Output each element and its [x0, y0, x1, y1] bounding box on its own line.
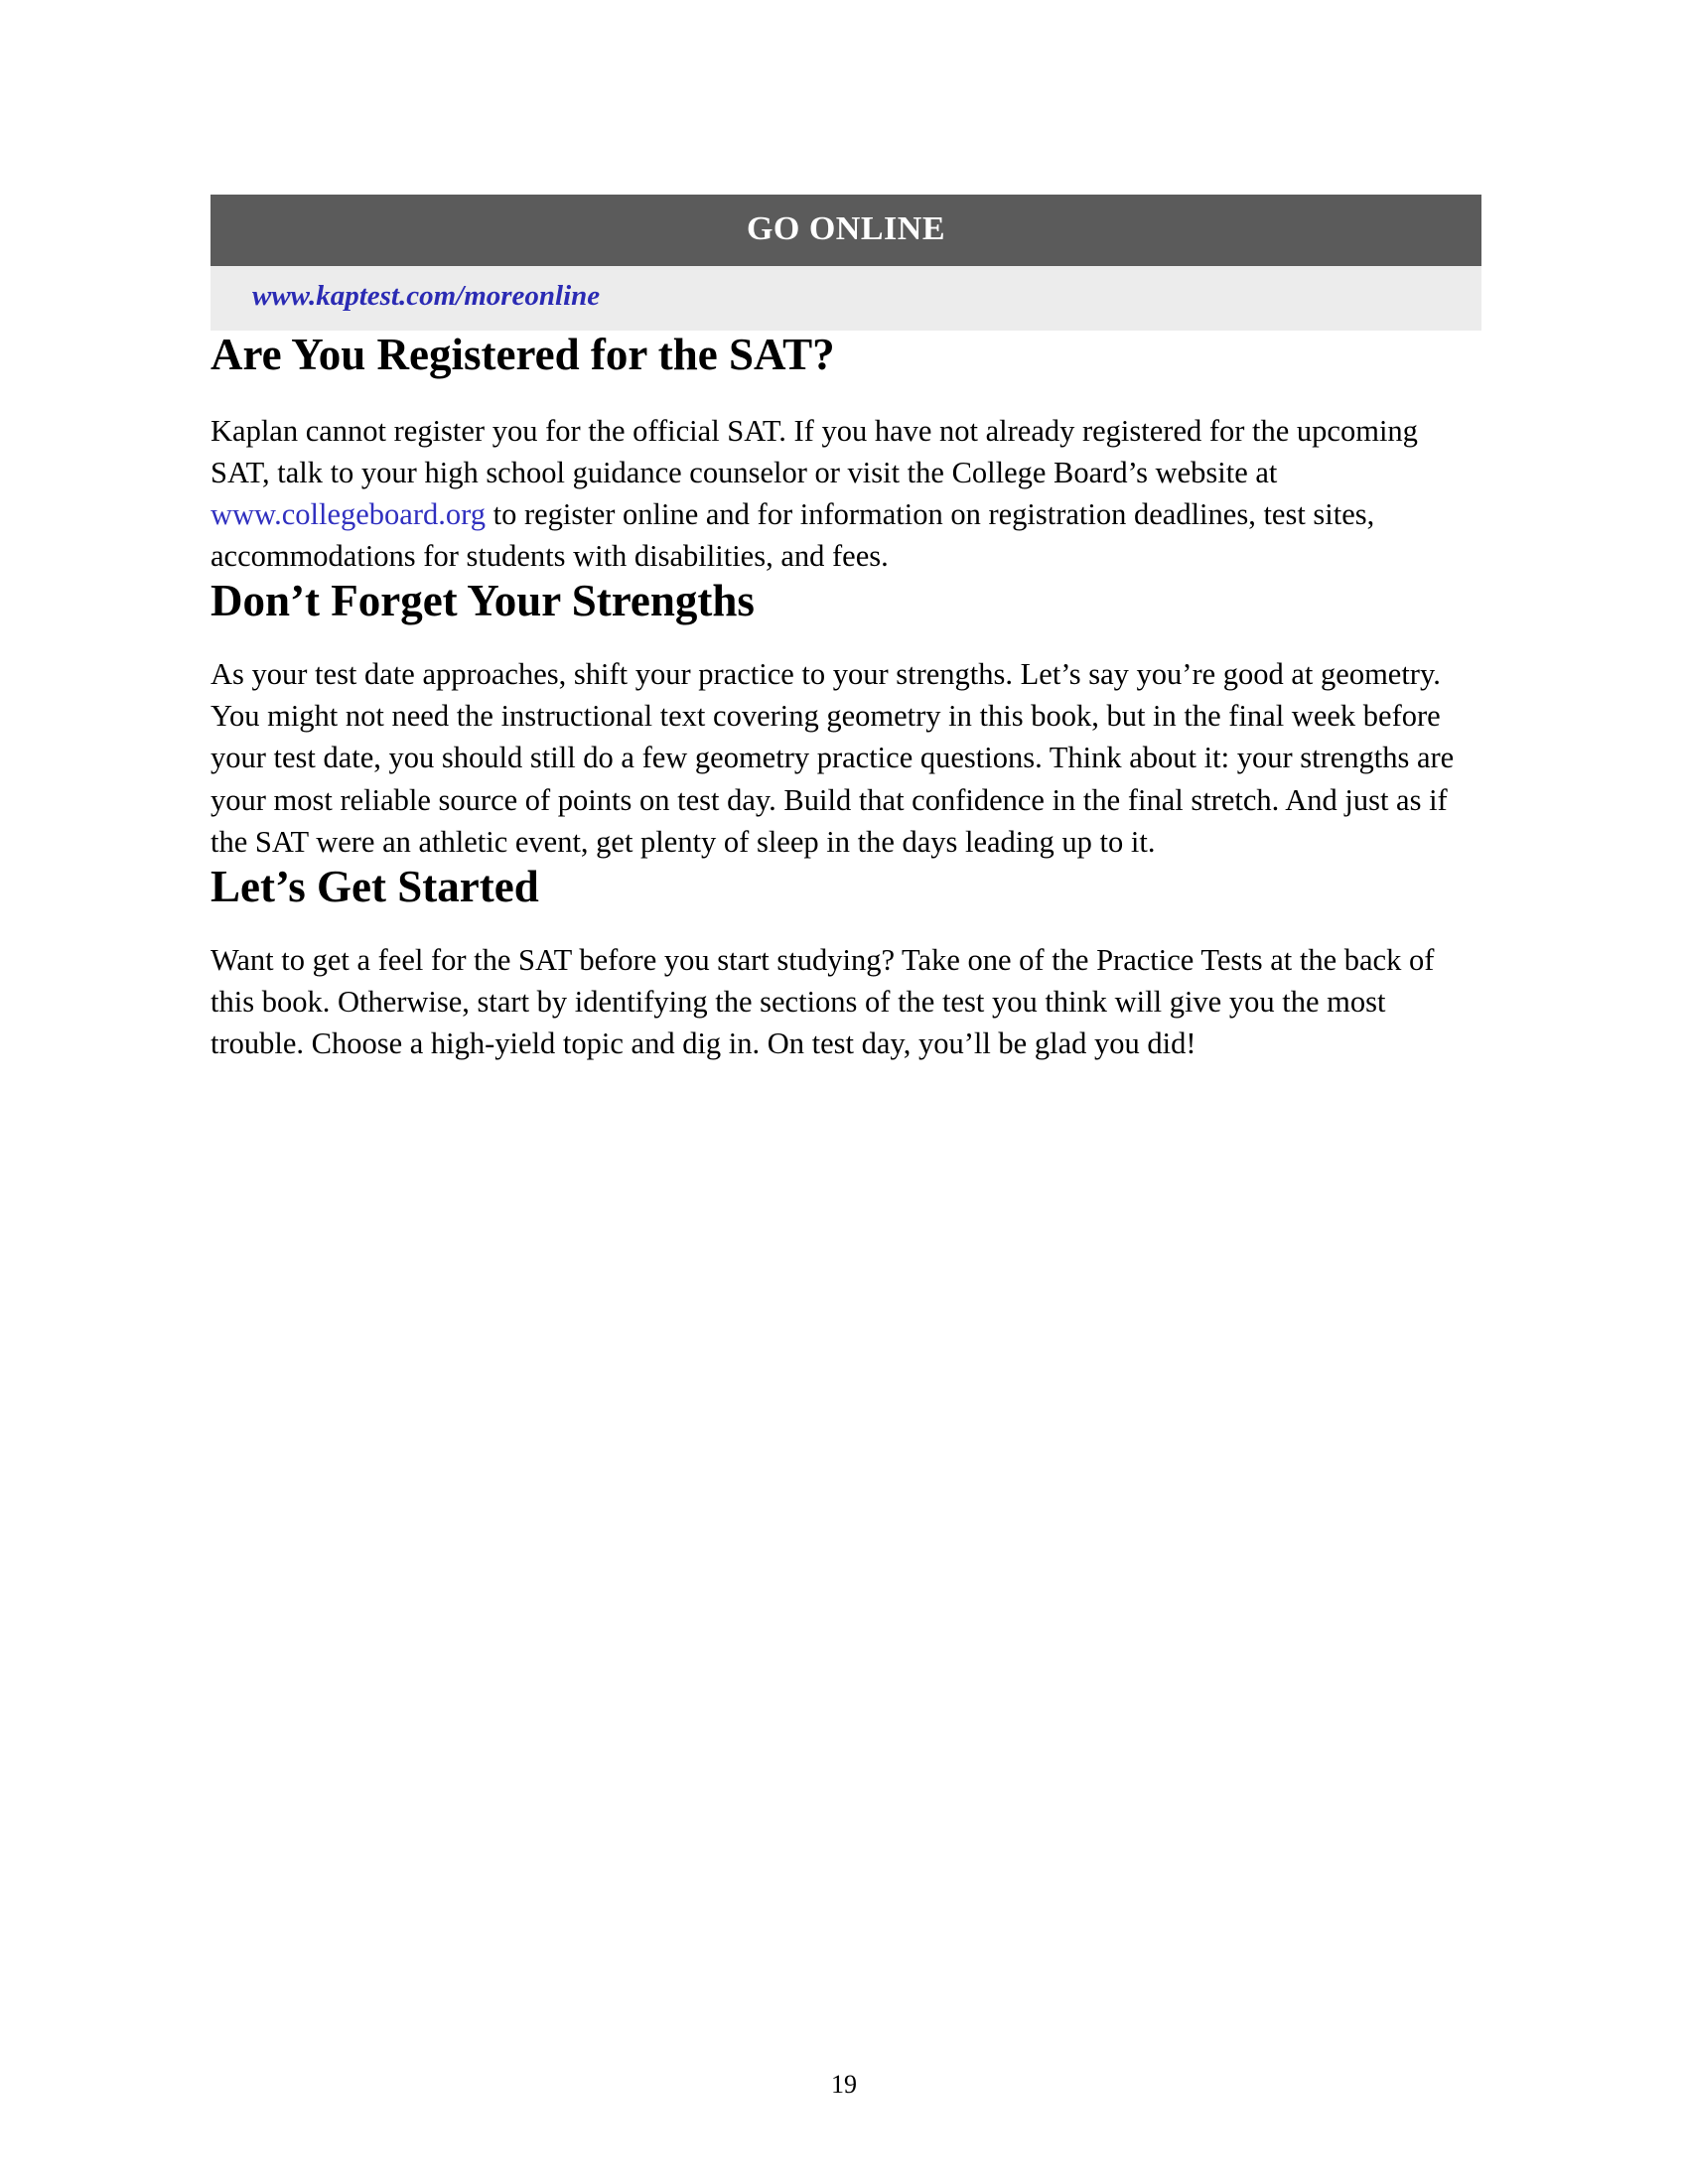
heading-dont-forget-your-strengths: Don’t Forget Your Strengths [211, 575, 755, 625]
heading-lets-get-started: Let’s Get Started [211, 861, 539, 911]
paragraph-lets-get-started: Want to get a feel for the SAT before you start studying? Take one of the Practice Tests at the back of this book. Otherwise, start by identifying the sections of the test you think will give you the most trouble. Choose a high-yield topic and dig in. On test day, you’ll be glad you did! [211, 943, 1435, 1061]
page-content [211, 0, 1481, 1064]
callout-body [211, 266, 1481, 331]
page-number: 19 [831, 2070, 857, 2099]
callout-header-title: GO ONLINE [211, 195, 1481, 266]
paragraph-registered-for-sat [211, 410, 1481, 577]
collegeboard-link[interactable]: www.collegeboard.org [211, 496, 486, 531]
paragraph-text-before-link: Kaplan cannot register you for the official SAT. If you have not already registered for the upcoming SAT, talk to your high school guidance counselor or visit the College Board’s website at [211, 413, 1418, 489]
kaptest-link[interactable]: www.kaptest.com/moreonline [252, 280, 601, 312]
go-online-callout [211, 195, 1481, 331]
paragraph-dont-forget-your-strengths: As your test date approaches, shift your practice to your strengths. Let’s say you’re good at geometry. You might not need the instructional text covering geometry in this book, but in the final week before your test date, you should still do a few geometry practice questions. Think about it: your strengths are your most reliable source of points on test day. Build that confidence in the final stretch. And just as if the SAT were an athletic event, get plenty of sleep in the days leading up to it. [211, 657, 1455, 859]
paragraph-text-after-link: to register online and for information on registration deadlines, test sites, accommodations for students with disabilities, and fees. [211, 496, 1375, 573]
heading-registered-for-sat: Are You Registered for the SAT? [211, 330, 835, 379]
